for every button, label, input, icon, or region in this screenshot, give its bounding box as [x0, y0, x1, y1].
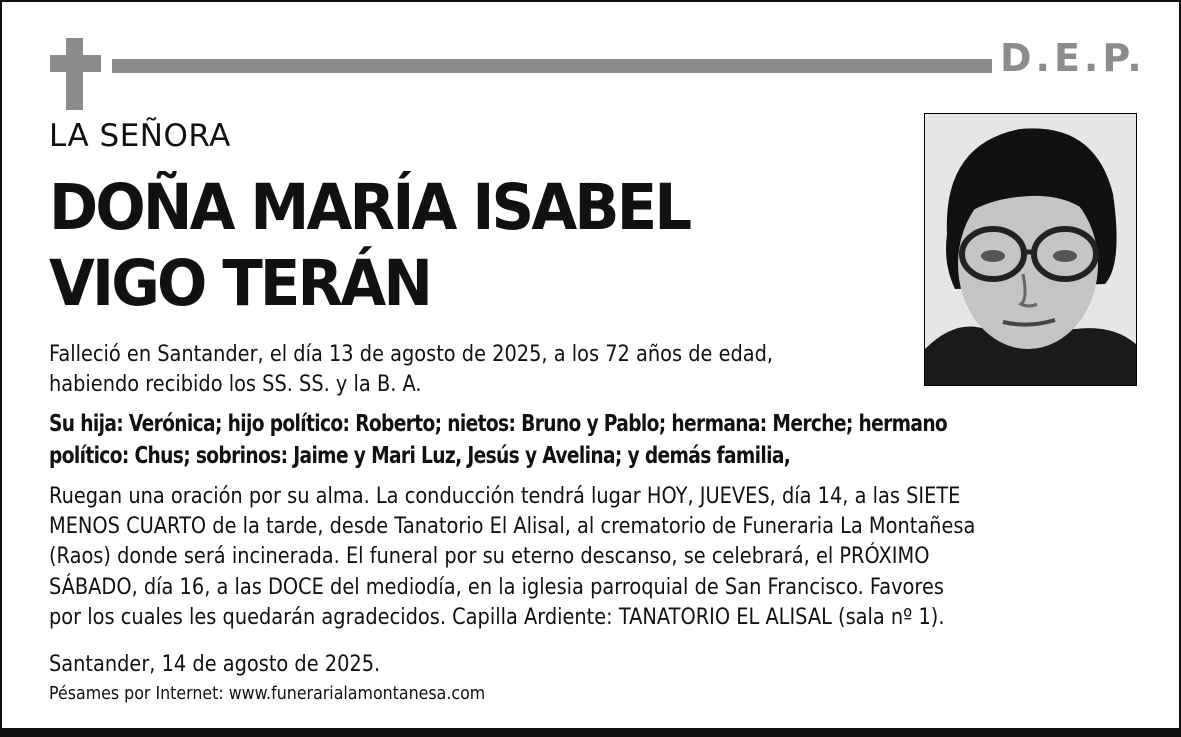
ceremony-line: por los cuales les quedarán agradecidos. Capilla Ardiente: TANATORIO EL ALISAL (sala nº 1). — [49, 604, 945, 630]
family-list — [49, 408, 947, 472]
family-line-2: político: Chus; sobrinos: Jaime y Mari Luz, Jesús y Avelina; y demás familia, — [49, 443, 791, 469]
ceremony-line: (Raos) donde será incinerada. El funeral por su eterno descanso, se celebrará, el PRÓXIMO — [49, 544, 930, 570]
ceremony-details — [49, 482, 975, 633]
deceased-name — [49, 170, 689, 322]
ceremony-line: SÁBADO, día 16, a las DOCE del mediodía, en la iglesia parroquial de San Francisco. Favores — [49, 574, 944, 600]
dep-label: D.E.P. — [1000, 36, 1146, 80]
honorific-prefix: LA SEÑORA — [49, 118, 231, 154]
name-line-2: VIGO TERÁN — [49, 247, 431, 320]
ceremony-line: Ruegan una oración por su alma. La conducción tendrá lugar HOY, JUEVES, día 14, a las SIETE — [49, 484, 961, 509]
death-notice-line-2: habiendo recibido los SS. SS. y la B. A. — [49, 372, 422, 397]
family-line-1: Su hija: Verónica; hijo político: Roberto; nietos: Bruno y Pablo; hermana: Merche; hermano — [49, 411, 948, 437]
name-line-1: DOÑA MARÍA ISABEL — [49, 171, 690, 244]
dateline: Santander, 14 de agosto de 2025. — [49, 652, 381, 677]
ceremony-line: MENOS CUARTO de la tarde, desde Tanatorio El Alisal, al crematorio de Funeraria La Montañesa — [49, 514, 976, 540]
condolences-link: Pésames por Internet: www.funerarialamontanesa.com — [49, 683, 486, 704]
portrait-image — [925, 114, 1137, 386]
portrait-photo — [924, 113, 1137, 386]
header-rule — [112, 59, 992, 73]
death-notice — [49, 340, 773, 400]
cross-icon-bar — [50, 55, 101, 72]
cross-icon — [66, 38, 83, 110]
death-notice-line-1: Falleció en Santander, el día 13 de agosto de 2025, a los 72 años de edad, — [49, 342, 774, 367]
